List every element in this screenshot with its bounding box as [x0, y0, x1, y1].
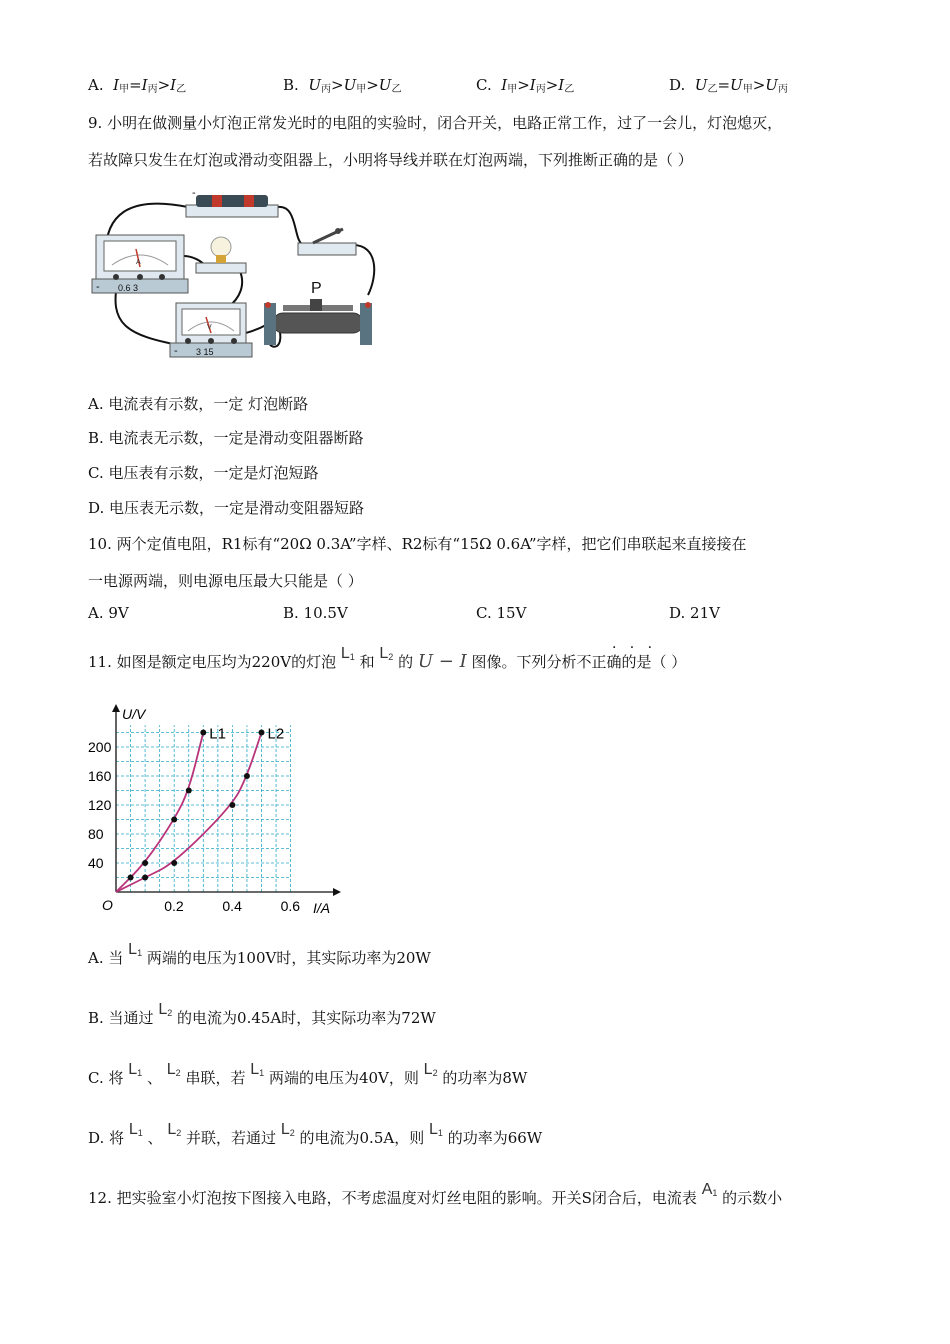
data-point: [259, 730, 265, 736]
ui-chart: [88, 700, 348, 920]
y-axis-arrow: [112, 704, 120, 712]
q8-option-a[interactable]: A. $I_甲=I_丙>I_乙$: [88, 76, 187, 95]
data-point: [200, 730, 206, 736]
q11-option-c[interactable]: [88, 1061, 528, 1088]
q11-option-d-part2: 并联，若通过: [186, 1129, 277, 1147]
data-point: [229, 802, 235, 808]
rheostat-p-label: P: [311, 280, 322, 297]
q11-option-c-part1: C. 将: [88, 1069, 124, 1087]
q8-option-c[interactable]: C. $I_甲>I_丙>I_乙$: [476, 76, 575, 95]
y-tick-label: 200: [88, 739, 112, 755]
q11-option-d-part3: 的电流为0.5A，则: [299, 1129, 425, 1147]
circuit-figure: [88, 185, 388, 370]
series-label-l1: L1: [209, 725, 226, 743]
q11-option-b-part1: B. 当通过: [88, 1009, 154, 1027]
x-axis-label: I/A: [313, 900, 331, 916]
data-point: [128, 875, 134, 881]
q11-option-d[interactable]: [88, 1121, 543, 1148]
q12-stem: [88, 1181, 783, 1208]
l1-symbol: $L_1$: [128, 1121, 143, 1138]
q8-option-d[interactable]: D. $U_乙=U_甲>U_丙$: [669, 76, 788, 95]
ammeter-terminals-label: 0.6 3: [118, 283, 139, 293]
q11-stem: [88, 645, 687, 672]
l2-symbol: $L_2$: [280, 1121, 295, 1138]
l2-symbol: $L_2$: [158, 1001, 173, 1018]
x-tick-label: 0.6: [280, 898, 301, 914]
q11-option-a[interactable]: [88, 941, 431, 968]
chart-grid: [116, 725, 291, 892]
q12-stem-tail: 的示数小: [722, 1189, 783, 1207]
q10-option-c[interactable]: C. 15V: [476, 604, 527, 622]
ui-symbol: U − I: [417, 651, 467, 672]
l2-symbol: $L_2$: [167, 1121, 182, 1138]
y-tick-label: 160: [88, 768, 112, 784]
y-axis-label: U/V: [122, 706, 146, 722]
q11-option-d-part1: D. 将: [88, 1129, 125, 1147]
q11-option-b[interactable]: [88, 1001, 436, 1028]
q11-option-a-part2: 两端的电压为100V时，其实际功率为20W: [146, 949, 431, 967]
q11-option-c-part2: 串联，若: [185, 1069, 246, 1087]
bulb: [196, 237, 246, 273]
y-tick-label: 80: [88, 826, 104, 842]
series-label-l2: L2: [267, 725, 285, 743]
switch: [298, 228, 356, 255]
voltmeter-minus-label: -: [174, 345, 178, 357]
q10-option-b[interactable]: B. 10.5V: [283, 604, 348, 622]
q11-option-b-part2: 的电流为0.45A时，其实际功率为72W: [177, 1009, 436, 1027]
svg-text:A: A: [136, 259, 141, 266]
q11-option-a-part1: A. 当: [88, 949, 124, 967]
battery-minus-label: -: [192, 187, 196, 199]
q11-option-c-part3: 两端的电压为40V，则: [268, 1069, 419, 1087]
data-point: [186, 788, 192, 794]
separator: 、: [147, 1129, 163, 1147]
l1-symbol: $L_1$: [250, 1061, 265, 1078]
q11-option-d-part4: 的功率为66W: [447, 1129, 543, 1147]
q9-option-a[interactable]: A. 电流表有示数，一定 灯泡断路: [88, 395, 309, 413]
data-point: [171, 860, 177, 866]
q12-stem-text: 12. 把实验室小灯泡按下图接入电路，不考虑温度对灯丝电阻的影响。开关S闭合后，电流表: [88, 1189, 697, 1207]
l2-symbol: $L_2$: [423, 1061, 438, 1078]
data-point: [142, 875, 148, 881]
q9-stem-line2: 若故障只发生在灯泡或滑动变阻器上，小明将导线并联在灯泡两端，下列推断正确的是（ ）: [88, 151, 693, 169]
l2-symbol: $L_2$: [166, 1061, 181, 1078]
data-point: [171, 817, 177, 823]
svg-text:V: V: [207, 324, 212, 331]
emphasis-dots: · · ·: [612, 640, 653, 656]
ammeter: [92, 235, 188, 293]
y-tick-label: 40: [88, 855, 104, 871]
x-axis-arrow: [333, 888, 341, 896]
l1-symbol: $L_1$: [429, 1121, 443, 1138]
battery-box: [186, 187, 278, 217]
l1-symbol: $L_1$: [340, 645, 355, 662]
q10-option-d[interactable]: D. 21V: [669, 604, 720, 622]
a1-symbol: $A_1$: [701, 1181, 718, 1198]
q9-stem-line1: 9. 小明在做测量小灯泡正常发光时的电阻的实验时，闭合开关，电路正常工作，过了一会儿，灯泡熄灭，: [88, 114, 783, 132]
wire: [278, 207, 303, 245]
y-tick-label: 120: [88, 797, 112, 813]
l2-symbol: $L_2$: [379, 645, 394, 662]
q9-option-d[interactable]: D. 电压表无示数，一定是滑动变阻器短路: [88, 499, 365, 517]
q11-stem-prefix: 11. 如图是额定电压均为220V的灯泡: [88, 653, 337, 671]
q10-stem-line1: 10. 两个定值电阻，R1标有“20Ω 0.3A”字样、R2标有“15Ω 0.6A”字样，把它们串联起来直接接在: [88, 535, 747, 553]
ammeter-minus-label: -: [96, 281, 100, 293]
x-tick-label: 0.4: [222, 898, 242, 914]
x-tick-label: 0.2: [164, 898, 184, 914]
q11-stem-and: 和: [359, 653, 375, 671]
q10-stem-line2: 一电源两端，则电源电压最大只能是（ ）: [88, 572, 363, 590]
q11-stem-suffix: 图像。下列分析不正确的是（ ）: [471, 653, 687, 671]
q9-option-b[interactable]: B. 电流表无示数，一定是滑动变阻器断路: [88, 429, 364, 447]
data-point: [142, 860, 148, 866]
q11-option-c-part4: 的功率为8W: [442, 1069, 528, 1087]
q9-option-c[interactable]: C. 电压表有示数，一定是灯泡短路: [88, 464, 319, 482]
l1-symbol: $L_1$: [128, 1061, 143, 1078]
separator: 、: [146, 1069, 162, 1087]
voltmeter: [170, 303, 252, 357]
q11-stem-of: 的: [398, 653, 414, 671]
voltmeter-terminals-label: 3 15: [196, 347, 214, 357]
q8-option-b[interactable]: B. $U_丙>U_甲>U_乙$: [283, 76, 402, 95]
l1-symbol: $L_1$: [128, 941, 143, 958]
q10-option-a[interactable]: A. 9V: [88, 604, 129, 622]
origin-label: O: [102, 897, 113, 913]
data-point: [244, 773, 250, 779]
